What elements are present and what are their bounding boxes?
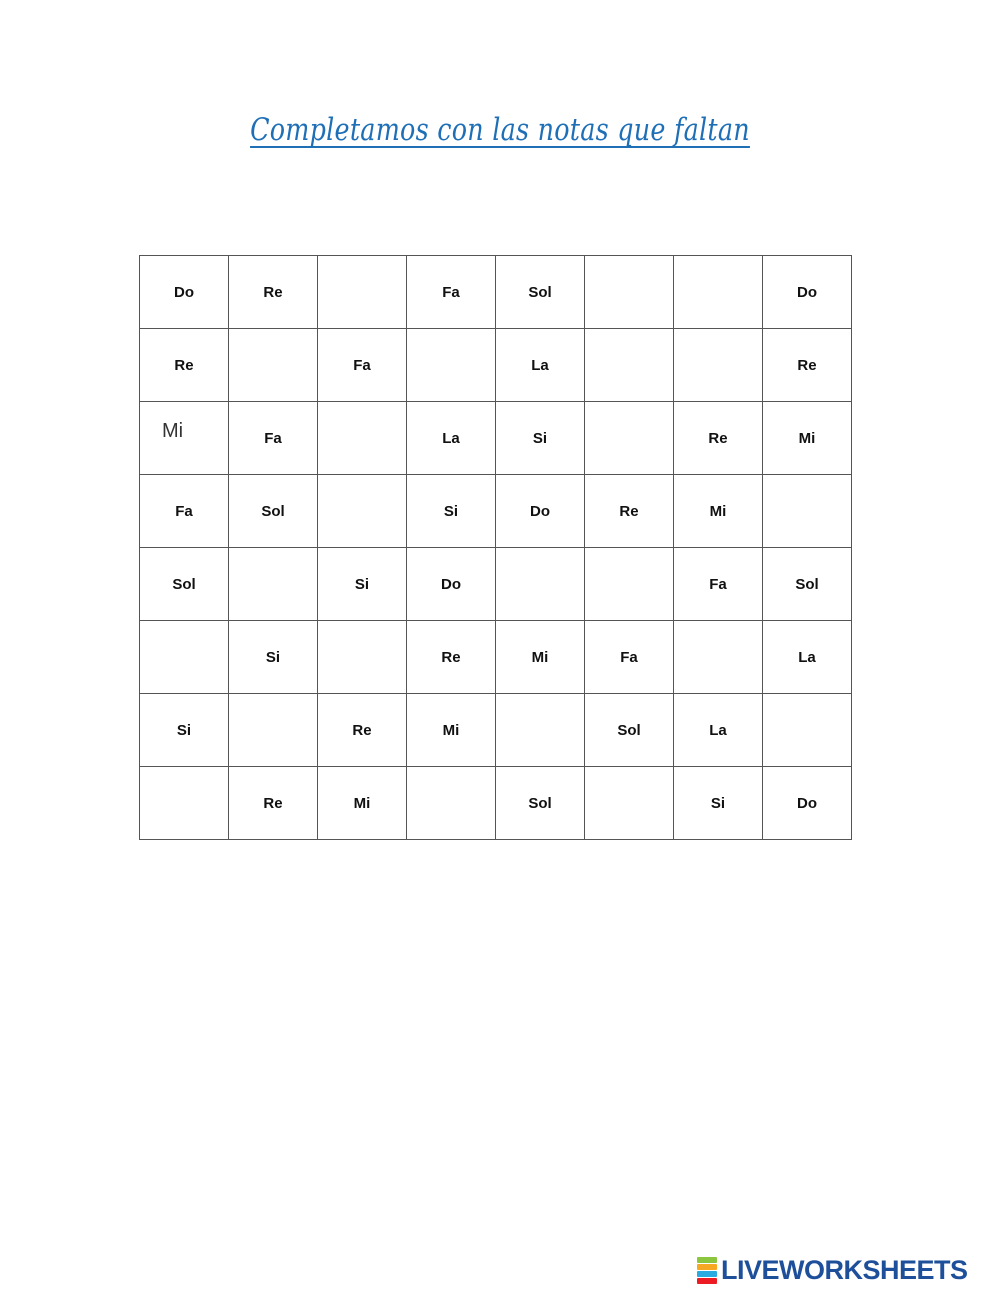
note-cell: Re xyxy=(674,402,763,475)
note-cell: Si xyxy=(318,548,407,621)
logo-block-icon xyxy=(697,1264,717,1270)
note-cell: Mi xyxy=(407,694,496,767)
note-cell: Do xyxy=(407,548,496,621)
grid-row xyxy=(140,475,852,548)
blank-note-cell[interactable] xyxy=(585,329,674,402)
note-cell: Mi xyxy=(140,402,229,475)
note-cell: Fa xyxy=(140,475,229,548)
logo-block-icon xyxy=(697,1271,717,1277)
blank-note-cell[interactable] xyxy=(140,767,229,840)
note-cell: Re xyxy=(229,256,318,329)
blank-note-cell[interactable] xyxy=(496,694,585,767)
blank-note-cell[interactable] xyxy=(318,256,407,329)
note-cell: Sol xyxy=(496,767,585,840)
note-cell: Mi xyxy=(496,621,585,694)
blank-note-cell[interactable] xyxy=(763,475,852,548)
note-cell: La xyxy=(496,329,585,402)
blank-note-cell[interactable] xyxy=(407,767,496,840)
note-cell: Si xyxy=(407,475,496,548)
blank-note-cell[interactable] xyxy=(318,475,407,548)
note-cell: Fa xyxy=(674,548,763,621)
note-cell: Fa xyxy=(229,402,318,475)
blank-note-cell[interactable] xyxy=(585,767,674,840)
note-cell: Do xyxy=(763,767,852,840)
logo-blocks-icon xyxy=(697,1257,717,1284)
note-cell: Si xyxy=(496,402,585,475)
blank-note-cell[interactable] xyxy=(674,329,763,402)
liveworksheets-logo xyxy=(697,1256,968,1284)
note-cell: Si xyxy=(229,621,318,694)
note-cell: Sol xyxy=(229,475,318,548)
note-cell: Si xyxy=(140,694,229,767)
note-cell: Do xyxy=(763,256,852,329)
grid-row xyxy=(140,767,852,840)
note-cell: Re xyxy=(763,329,852,402)
note-cell: Re xyxy=(407,621,496,694)
note-cell: La xyxy=(407,402,496,475)
note-cell: Re xyxy=(229,767,318,840)
blank-note-cell[interactable] xyxy=(496,548,585,621)
note-cell: La xyxy=(763,621,852,694)
blank-note-cell[interactable] xyxy=(407,329,496,402)
blank-note-cell[interactable] xyxy=(229,694,318,767)
note-cell: Sol xyxy=(140,548,229,621)
note-cell: Fa xyxy=(318,329,407,402)
blank-note-cell[interactable] xyxy=(674,621,763,694)
note-cell: La xyxy=(674,694,763,767)
notes-grid xyxy=(139,255,852,840)
grid-row xyxy=(140,694,852,767)
blank-note-cell[interactable] xyxy=(585,256,674,329)
blank-note-cell[interactable] xyxy=(229,548,318,621)
note-cell: Mi xyxy=(763,402,852,475)
blank-note-cell[interactable] xyxy=(318,402,407,475)
note-cell: Do xyxy=(140,256,229,329)
note-cell: Fa xyxy=(585,621,674,694)
note-cell: Do xyxy=(496,475,585,548)
note-cell: Sol xyxy=(763,548,852,621)
note-cell: Sol xyxy=(496,256,585,329)
note-cell: Mi xyxy=(674,475,763,548)
blank-note-cell[interactable] xyxy=(140,621,229,694)
logo-block-icon xyxy=(697,1257,717,1263)
worksheet-title: Completamos con las notas que faltan xyxy=(250,112,750,148)
note-cell: Re xyxy=(318,694,407,767)
grid-row xyxy=(140,256,852,329)
blank-note-cell[interactable] xyxy=(585,402,674,475)
note-cell: Re xyxy=(140,329,229,402)
note-cell: Si xyxy=(674,767,763,840)
note-cell: Sol xyxy=(585,694,674,767)
grid-row xyxy=(140,548,852,621)
logo-block-icon xyxy=(697,1278,717,1284)
blank-note-cell[interactable] xyxy=(585,548,674,621)
note-cell: Re xyxy=(585,475,674,548)
blank-note-cell[interactable] xyxy=(229,329,318,402)
blank-note-cell[interactable] xyxy=(318,621,407,694)
grid-row xyxy=(140,402,852,475)
note-cell: Mi xyxy=(318,767,407,840)
brand-name: LIVEWORKSHEETS xyxy=(721,1254,968,1285)
blank-note-cell[interactable] xyxy=(763,694,852,767)
grid-row xyxy=(140,621,852,694)
note-cell: Fa xyxy=(407,256,496,329)
blank-note-cell[interactable] xyxy=(674,256,763,329)
grid-row xyxy=(140,329,852,402)
